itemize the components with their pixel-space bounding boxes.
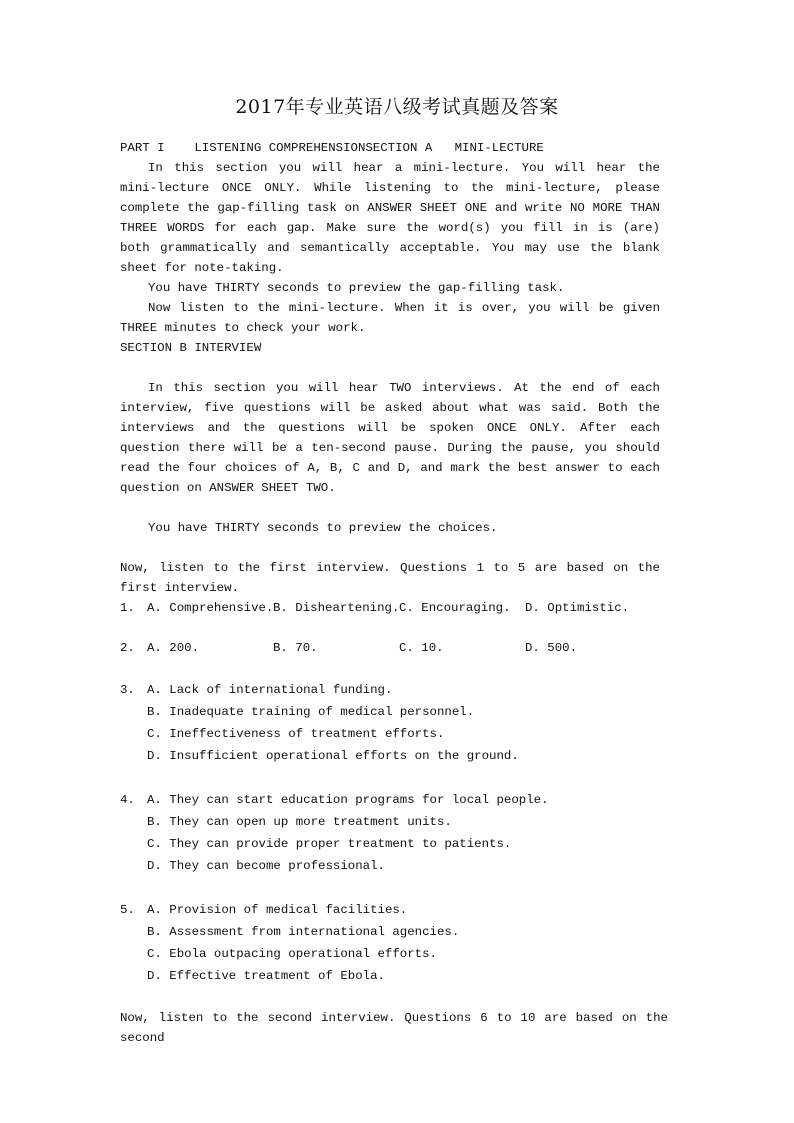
question-1 (120, 597, 680, 619)
second-interview-note: Now, listen to the second interview. Questions 6 to 10 are based on the second (120, 1011, 668, 1045)
question-number: 1. (120, 601, 135, 615)
question-number: 5. (120, 903, 135, 917)
part1-preview-note: You have THIRTY seconds to preview the gap-filling task. (148, 281, 565, 295)
question-2 (120, 637, 680, 659)
option-a: A. Comprehensive. (147, 601, 274, 615)
sectionB-instructions: In this section you will hear TWO interviews. At the end of each interview, five questions will be asked about what was said. Both the interviews and the questions will be spoken ONCE ONLY. After each question there will be a ten-second pause. During the pause, you should read the four choices of A, B, C and D, and mark the best answer to each question on ANSWER SHEET TWO. (120, 381, 660, 495)
option-c: C. 10. (399, 641, 444, 655)
option-c: C. Ineffectiveness of treatment efforts. (147, 727, 445, 741)
option-a: A. Provision of medical facilities. (147, 903, 408, 917)
sectionB-preview-note: You have THIRTY seconds to preview the choices. (148, 521, 498, 535)
part1-listen-note: Now listen to the mini-lecture. When it is over, you will be given THREE minutes to check your work. (120, 301, 660, 335)
option-c: C. They can provide proper treatment to patients. (147, 837, 512, 851)
option-d: D. Optimistic. (525, 601, 630, 615)
option-a: A. They can start education programs for local people. (147, 793, 549, 807)
question-5 (120, 899, 680, 987)
sectionB-first-interview-note: Now, listen to the first interview. Questions 1 to 5 are based on the first interview. (120, 561, 660, 595)
sectionB-heading: SECTION B INTERVIEW (120, 341, 262, 355)
option-d: D. Effective treatment of Ebola. (147, 969, 385, 983)
sectionB-section (120, 378, 660, 598)
option-d: D. Insufficient operational efforts on the ground. (147, 749, 519, 763)
option-a: A. Lack of international funding. (147, 683, 393, 697)
question-number: 4. (120, 793, 135, 807)
question-number: 2. (120, 641, 135, 655)
option-b: B. Inadequate training of medical personnel. (147, 705, 475, 719)
part1-heading: PART I LISTENING COMPREHENSIONSECTION A MINI-LECTURE (120, 141, 544, 155)
option-a: A. 200. (147, 641, 200, 655)
option-d: D. They can become professional. (147, 859, 385, 873)
document-title: 2017年专业英语八级考试真题及答案 (235, 96, 559, 118)
part1-section (120, 138, 660, 338)
option-d: D. 500. (525, 641, 578, 655)
option-b: B. They can open up more treatment units. (147, 815, 452, 829)
option-b: B. 70. (273, 641, 318, 655)
question-3 (120, 679, 680, 767)
question-4 (120, 789, 680, 877)
part1-instructions: In this section you will hear a mini-lecture. You will hear the mini-lecture ONCE ONLY. While listening to the mini-lecture, please complete the gap-filling task on ANSWER SHEET ONE and write NO MORE THAN THREE WORDS for each gap. Make sure the word(s) you fill in is (are) both grammatically and semantically acceptable. You may use the blank sheet for note-taking. (120, 161, 660, 275)
option-c: C. Ebola outpacing operational efforts. (147, 947, 437, 961)
option-b: B. Disheartening. (273, 601, 400, 615)
option-b: B. Assessment from international agencies. (147, 925, 460, 939)
question-number: 3. (120, 683, 135, 697)
option-c: C. Encouraging. (399, 601, 511, 615)
